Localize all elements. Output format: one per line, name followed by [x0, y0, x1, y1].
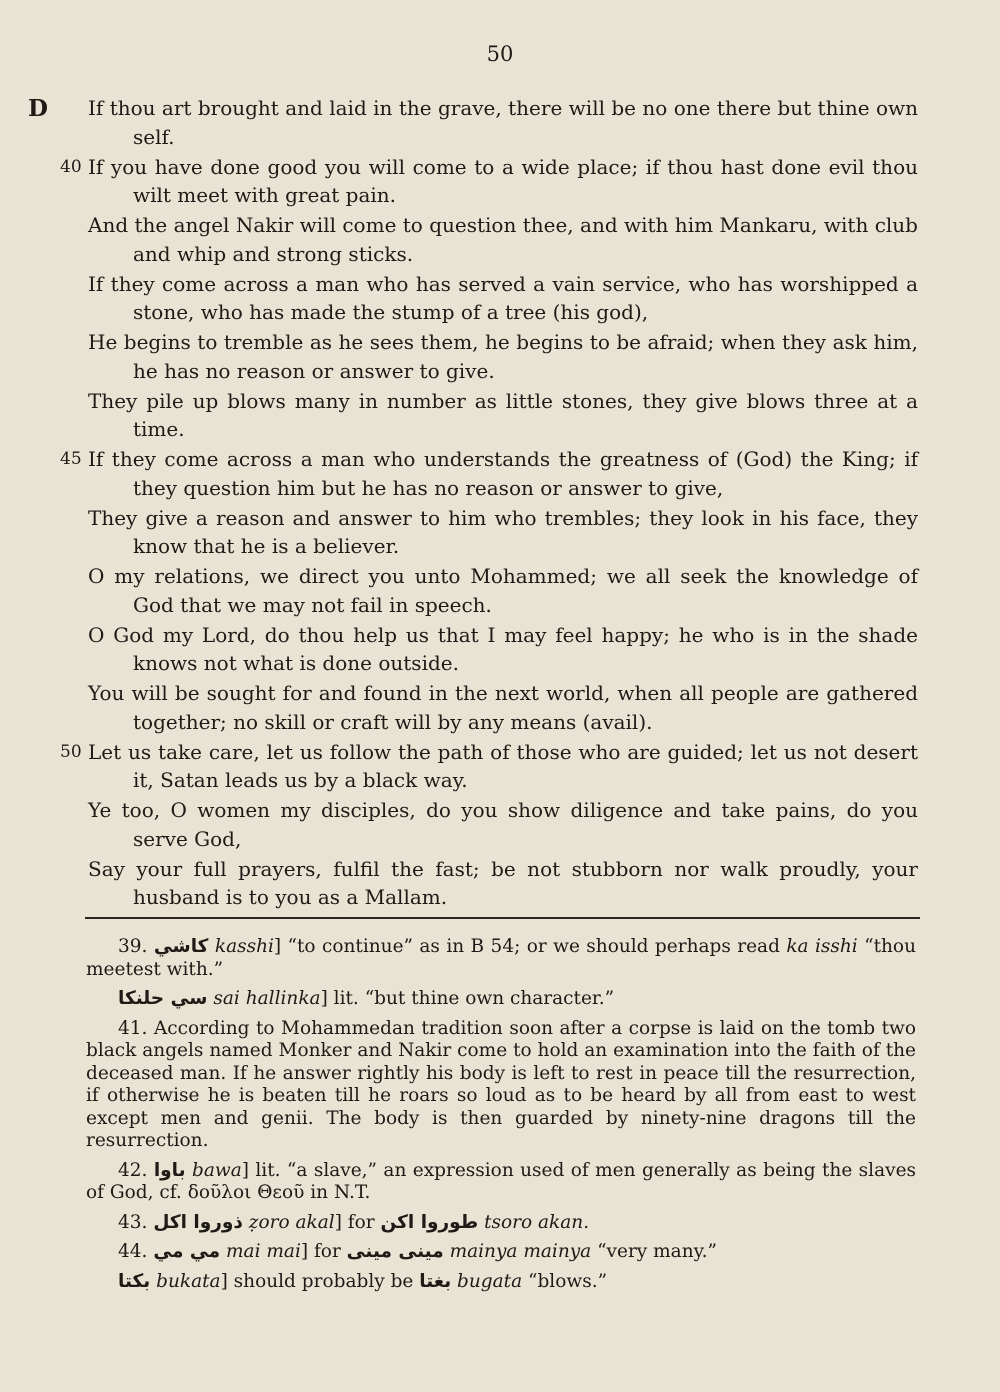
line-number: 40 — [60, 156, 82, 177]
note-text: ] for — [334, 1211, 381, 1233]
arabic-term-2: بغتا — [419, 1270, 452, 1292]
verse — [60, 153, 918, 210]
verse-text: Say your full prayers, fulfil the fast; be not stubborn nor walk proudly, your husband is to you as a Mallam. — [88, 856, 918, 909]
transliteration: bukata — [156, 1270, 221, 1292]
note-text: ] lit. “but thine own character.” — [320, 988, 615, 1009]
verse — [88, 621, 918, 678]
verse-text: If they come across a man who has served a vain service, who has worshipped a stone, who has made the stump of a tree (his god), — [88, 271, 918, 324]
transliteration: sai hallinka — [213, 988, 321, 1009]
note-number: 42. — [118, 1159, 148, 1181]
verse — [88, 504, 918, 561]
verse-text: He begins to tremble as he sees them, he begins to be afraid; when they ask him, he has no reason or answer to give. — [88, 330, 918, 383]
note-number: 39. — [118, 936, 148, 957]
page-number: 50 — [486, 42, 514, 66]
verse-text: Ye too, O women my disciples, do you show diligence and take pains, do you serve God, — [88, 798, 918, 851]
transliteration-2: mainya mainya — [449, 1241, 592, 1262]
verse — [88, 270, 918, 327]
note-number: 43. — [118, 1211, 148, 1233]
verse — [88, 387, 918, 444]
verse — [88, 94, 918, 151]
arabic-term: ذوروا اكل — [153, 1211, 243, 1233]
note-text: ] lit. “a slave,” an expression used of men generally as being the slaves of God, cf. δοῦλοι Θεοῦ in N.T. — [86, 1159, 917, 1203]
note-number: 44. — [118, 1241, 148, 1262]
footnote-44 — [86, 1241, 916, 1264]
verse-text: You will be sought for and found in the next world, when all people are gathered together; no skill or craft will by any means (avail). — [88, 681, 918, 734]
arabic-term: بكتا — [118, 1270, 151, 1292]
transliteration: mai mai — [226, 1241, 301, 1262]
arabic-term: باوا — [153, 1159, 186, 1181]
footnote-39b — [86, 988, 916, 1011]
verse — [88, 796, 918, 853]
section-letter: D — [28, 95, 48, 122]
transliteration-2: bugata — [457, 1270, 523, 1292]
verse-text: If they come across a man who understands the greatness of (God) the King; if they question him but he has no reason or answer to give, — [88, 447, 918, 500]
verse-text: They pile up blows many in number as little stones, they give blows three at a time. — [88, 388, 918, 441]
arabic-term: مي مي — [153, 1241, 221, 1262]
footnote-44b — [86, 1271, 916, 1294]
transliteration-2: tsoro akan. — [484, 1211, 590, 1233]
note-text: “blows.” — [522, 1270, 608, 1292]
footnote-41: 41. According to Mohammedan tradition soon after a corpse is laid on the tomb two black angels named Monker and Nakir come to hold an examination into the faith of the deceased man. If he answer rightly his body is left to rest in peace till the resurrection, if otherwise he is beaten till he roars so loud as to be heard by all from east to west except men and genii. The body is then guarded by ninety-nine dragons till the resurrection. — [86, 1017, 916, 1151]
transliteration: bawa — [192, 1159, 242, 1181]
verse-text: O God my Lord, do thou help us that I may feel happy; he who is in the shade knows not what is done outside. — [88, 622, 918, 675]
verse — [88, 211, 918, 268]
note-text: ] “to continue” as in B 54; or we should perhaps read — [273, 936, 787, 957]
line-number: 50 — [60, 741, 82, 762]
verse — [88, 562, 918, 619]
transliteration: ẓoro akal — [248, 1211, 335, 1233]
arabic-term: سي حلنكا — [118, 988, 208, 1009]
footnote-42 — [86, 1160, 916, 1205]
line-number: 45 — [60, 449, 82, 469]
transliteration-alt: ka isshi — [786, 936, 858, 957]
footnote-39 — [86, 936, 916, 981]
footnote-divider — [85, 917, 920, 919]
verse — [88, 328, 918, 385]
arabic-term-2: مينى مينى — [346, 1241, 444, 1262]
arabic-term-2: طوروا اكن — [380, 1211, 479, 1233]
footnote-43 — [86, 1212, 916, 1235]
verse — [60, 738, 918, 795]
arabic-term: كاشي — [153, 936, 209, 957]
note-text: ] for — [300, 1241, 347, 1262]
verse — [60, 445, 918, 502]
verse-list — [60, 94, 918, 913]
verse-text: If thou art brought and laid in the grave, there will be no one there but thine own self. — [88, 96, 918, 149]
verse — [88, 855, 918, 912]
verse-text: If you have done good you will come to a wide place; if thou hast done evil thou wilt meet with great pain. — [88, 154, 918, 207]
note-text: “very many.” — [591, 1241, 717, 1262]
note-text: “thou meetest with.” — [86, 936, 916, 980]
footnotes — [86, 936, 916, 1300]
verse-text: O my relations, we direct you unto Mohammed; we all seek the knowledge of God that we may not fail in speech. — [88, 564, 918, 617]
verse-text: And the angel Nakir will come to question thee, and with him Mankaru, with club and whip and strong sticks. — [88, 213, 918, 266]
verse — [88, 679, 918, 736]
note-text: ] should probably be — [220, 1270, 420, 1292]
transliteration: kasshi — [214, 936, 274, 957]
verse-text: Let us take care, let us follow the path of those who are guided; let us not desert it, Satan leads us by a black way. — [88, 739, 918, 792]
verse-text: They give a reason and answer to him who trembles; they look in his face, they know that he is a believer. — [88, 505, 918, 558]
